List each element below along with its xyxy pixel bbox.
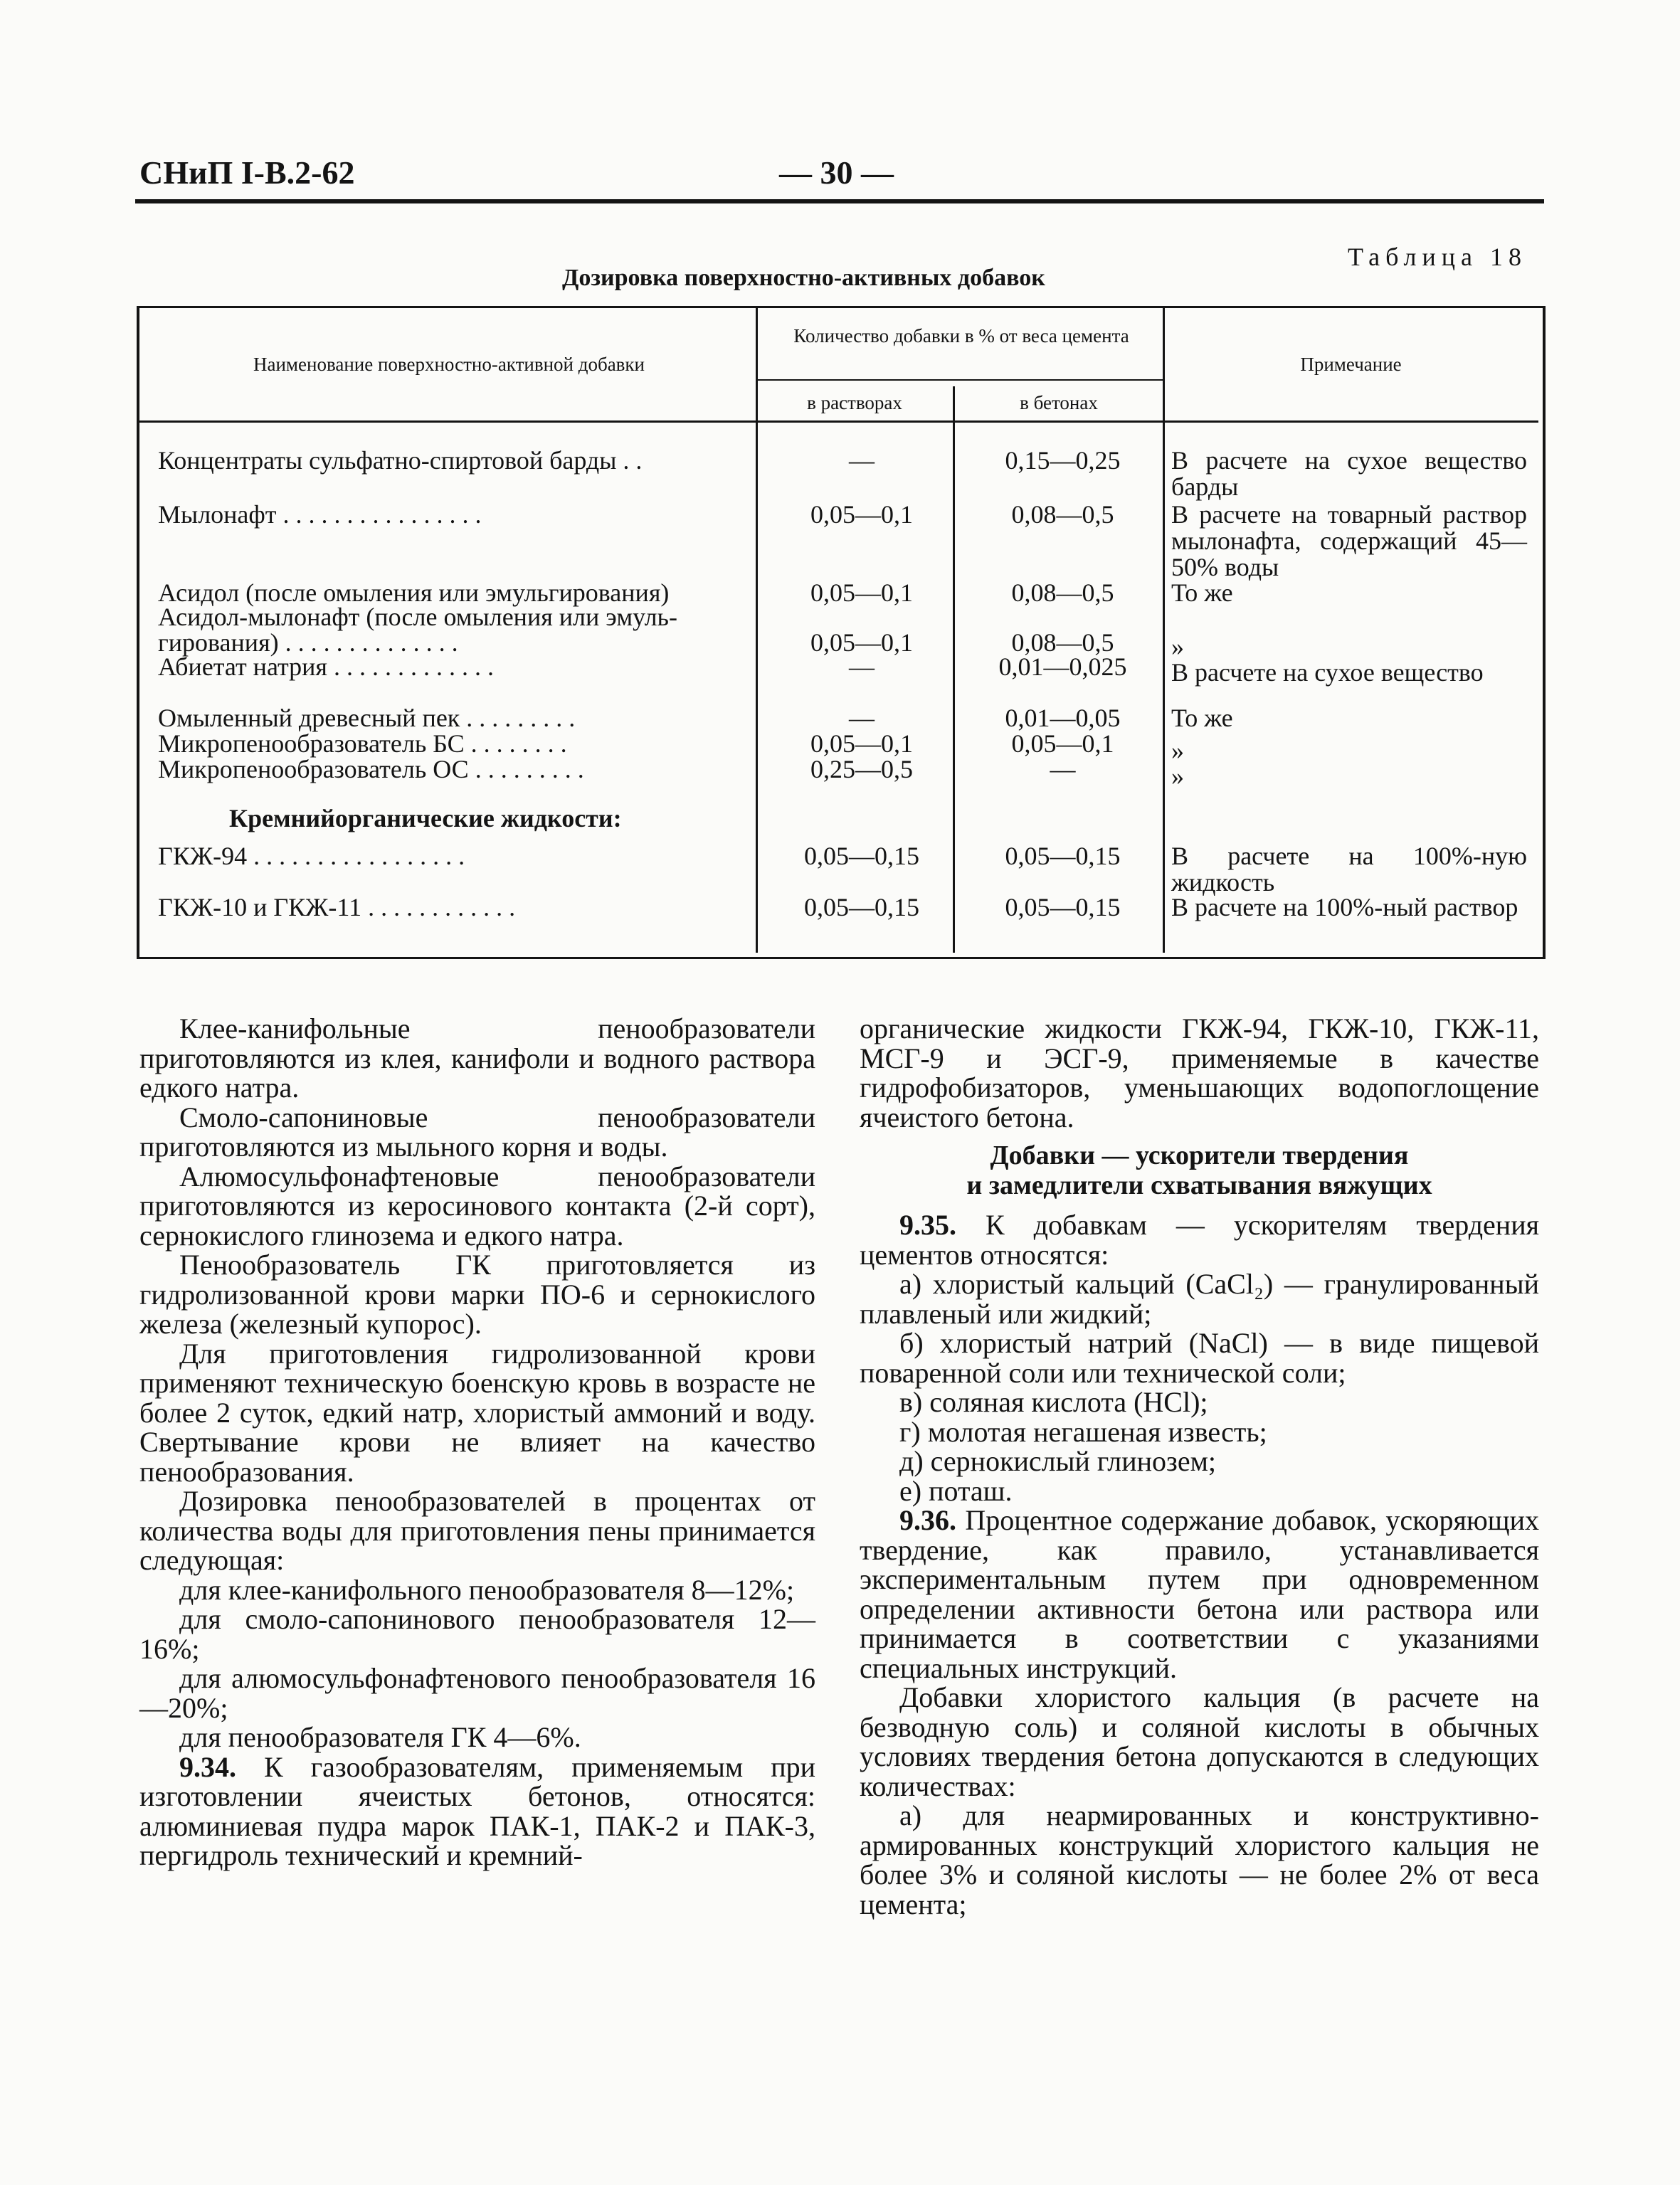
list-item: для клее-канифольного пенообразователя 8—12%; — [179, 1573, 795, 1606]
table-cell-solutions: — — [849, 446, 875, 475]
section-title-line: Добавки — ускорители твердения — [990, 1141, 1409, 1170]
page-number: — 30 — — [779, 154, 894, 191]
list-item: б) хлористый натрий (NaCl) — в виде пищевой поваренной соли или технической соли; — [860, 1327, 1539, 1389]
table-cell-concrete: 0,01—0,025 — [998, 652, 1127, 681]
header-in-concrete: в бетонах — [1020, 392, 1098, 413]
col-divider — [756, 308, 758, 953]
table-cell-solutions: — — [849, 652, 875, 681]
list-item: для алюмосульфонафтенового пенообразователя 16—20%; — [139, 1662, 815, 1724]
table-cell-note: » — [1171, 736, 1184, 765]
list-item: а) хлористый кальций (CaCl₂) — гранулированный плавленый или жидкий; — [860, 1268, 1539, 1330]
clause-9-36 — [860, 1506, 1539, 1683]
paragraph: Дозировка пенообразователей в процентах от количества воды для приготовления пены принимается следующая: — [139, 1485, 815, 1576]
table-cell-solutions: 0,05—0,1 — [810, 500, 913, 529]
table-cell-concrete: 0,01—0,05 — [1005, 704, 1121, 732]
document-code: СНиП I-В.2-62 — [139, 154, 355, 191]
table-cell-concrete: 0,05—0,15 — [1005, 893, 1121, 921]
table-cell-note: То же — [1171, 578, 1233, 607]
table-cell-concrete: 0,08—0,5 — [1011, 578, 1114, 607]
table-cell-solutions: 0,05—0,1 — [810, 578, 913, 607]
table-row-name: Микропенообразователь БС . . . . . . . . — [158, 729, 567, 758]
table-group-heading: Кремнийорганические жидкости: — [229, 804, 622, 832]
table-cell-note: В расчете на сухое вещество барды — [1171, 446, 1527, 501]
clause-text: Процентное содержание добавок, ускоряющих твердение, как правило, устанавливается экспериментальным путем при одновременном определении активности бетона или раствора или принимается в соответствии с указаниями специальных инструкций. — [860, 1504, 1539, 1684]
table-row-name-cont: гирования) . . . . . . . . . . . . . . — [158, 628, 458, 657]
dosage-table — [137, 306, 1546, 959]
header-divider — [139, 420, 1538, 423]
list-item: г) молотая негашеная известь; — [899, 1415, 1267, 1448]
table-cell-concrete: 0,15—0,25 — [1005, 446, 1121, 475]
clause-text: К добавкам — ускорителям твердения цементов относятся: — [860, 1209, 1540, 1271]
table-row-name: Омыленный древесный пек . . . . . . . . . — [158, 704, 576, 732]
header-note: Примечание — [1300, 354, 1402, 375]
paragraph: органические жидкости ГКЖ-94, ГКЖ-10, ГКЖ-11, МСГ-9 и ЭСГ-9, применяемые в качестве гидрофобизаторов, уменьшающих водопоглощение ячеистого бетона. — [860, 1012, 1539, 1133]
clause-number: 9.34. — [179, 1750, 236, 1783]
table-cell-solutions: — — [849, 704, 875, 732]
table-cell-solutions: 0,05—0,15 — [804, 842, 919, 870]
table-cell-note: В расчете на товарный раствор мылонафта, содержащий 45—50% воды — [1171, 500, 1527, 581]
table-cell-concrete: 0,05—0,1 — [1011, 729, 1114, 758]
header-name: Наименование поверхностно-активной добавки — [253, 354, 645, 375]
table-cell-solutions: 0,05—0,1 — [810, 729, 913, 758]
table-cell-note: » — [1171, 762, 1184, 790]
section-title-line: и замедлители схватывания вяжущих — [966, 1170, 1432, 1200]
right-text-column — [860, 1014, 1539, 1919]
table-row-name: ГКЖ-10 и ГКЖ-11 . . . . . . . . . . . . — [158, 893, 516, 921]
clause-9-34 — [139, 1752, 815, 1871]
clause-number: 9.35. — [899, 1209, 956, 1241]
paragraph: Алюмосульфонафтеновые пенообразователи приготовляются из керосинового контакта (2-й сорт), сернокислого глинозема и едкого натра. — [139, 1160, 815, 1252]
left-text-column — [139, 1014, 815, 1871]
list-item: для пенообразователя ГК 4—6%. — [179, 1721, 581, 1753]
header-in-solutions: в растворах — [807, 392, 902, 413]
col-divider — [1163, 308, 1165, 953]
clause-9-35 — [860, 1210, 1539, 1269]
table-row-name: Мылонафт . . . . . . . . . . . . . . . . — [158, 500, 482, 529]
table-cell-solutions: 0,25—0,5 — [810, 755, 913, 783]
list-item: для смоло-сапонинового пенообразователя 12—16%; — [139, 1603, 815, 1665]
list-item: д) сернокислый глинозем; — [899, 1445, 1217, 1477]
table-cell-concrete: 0,05—0,15 — [1005, 842, 1121, 870]
section-title — [860, 1141, 1539, 1200]
paragraph: Пенообразователь ГК приготовляется из гидролизованной крови марки ПО-6 и сернокислого железа (железный купорос). — [139, 1249, 815, 1340]
table-cell-note: В расчете на 100%-ный раствор — [1171, 893, 1518, 921]
paragraph: Добавки хлористого кальция (в расчете на безводную соль) и соляной кислоты в обычных условиях твердения бетона допускаются в следующих количествах: — [860, 1681, 1539, 1802]
header-rule — [135, 199, 1544, 203]
list-item: е) поташ. — [899, 1474, 1013, 1507]
clause-text: К газообразователям, применяемым при изготовлении ячеистых бетонов, относятся: алюминиевая пудра марок ПАК-1, ПАК-2 и ПАК-3, пергидроль технический и кремний- — [139, 1750, 815, 1871]
paragraph: Клее-канифольные пенообразователи приготовляются из клея, канифоли и водного раствора едкого натра. — [139, 1012, 815, 1104]
table-row-name: Концентраты сульфатно-спиртовой барды . . — [158, 446, 643, 475]
paragraph: Смоло-сапониновые пенообразователи приготовляются из мыльного корня и воды. — [139, 1101, 815, 1163]
table-row-name: ГКЖ-94 . . . . . . . . . . . . . . . . . — [158, 842, 465, 870]
table-label: Таблица 18 — [1348, 243, 1527, 271]
table-cell-concrete: 0,08—0,5 — [1011, 628, 1114, 657]
table-cell-solutions: 0,05—0,15 — [804, 893, 919, 921]
table-row-name: Асидол-мылонафт (после омыления или эмуль- — [158, 603, 677, 631]
header-quantity: Количество добавки в % от веса цемента — [793, 325, 1129, 346]
table-title: Дозировка поверхностно-активных добавок — [562, 265, 1045, 291]
table-cell-note: В расчете на 100%-ную жидкость — [1171, 842, 1527, 896]
table-cell-concrete: 0,08—0,5 — [1011, 500, 1114, 529]
table-row-name: Абиетат натрия . . . . . . . . . . . . . — [158, 652, 494, 681]
table-cell-note: » — [1171, 633, 1184, 661]
clause-number: 9.36. — [899, 1504, 956, 1536]
header-subdivider — [756, 379, 1163, 381]
table-row-name: Микропенообразователь ОС . . . . . . . . . — [158, 755, 584, 783]
table-cell-note: В расчете на сухое вещество — [1171, 658, 1484, 687]
paragraph: а) для неармированных и конструктивно-армированных конструкций хлористого кальция не более 3% и соляной кислоты — не более 2% от веса цемента; — [860, 1799, 1539, 1920]
paragraph: Для приготовления гидролизованной крови применяют техническую боенскую кровь в возрасте не более 2 суток, едкий натр, хлористый аммоний и воду. Свертывание крови не влияет на качество пенообразования. — [139, 1337, 815, 1488]
list-item: в) соляная кислота (HCl); — [899, 1386, 1208, 1418]
table-cell-concrete: — — [1050, 755, 1076, 783]
table-cell-note: То же — [1171, 704, 1233, 732]
table-row-name: Асидол (после омыления или эмульгирования) — [158, 578, 670, 607]
table-cell-solutions: 0,05—0,1 — [810, 628, 913, 657]
